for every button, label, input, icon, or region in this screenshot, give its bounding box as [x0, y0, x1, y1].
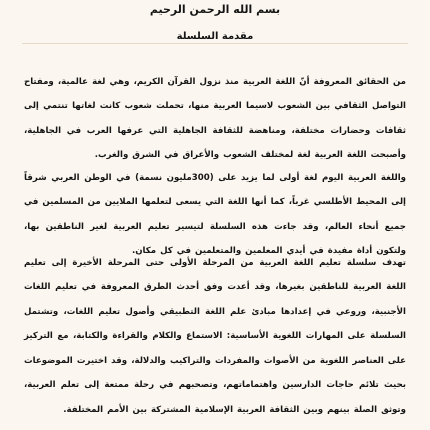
section-heading: مقدمة السلسلة	[176, 31, 254, 42]
paragraph-1: من الحقائق المعروفة أنّ اللغة العربية منذ نزول القرآن الكريم، وهي لغة عالمية، ومفتاح التواصل الثقافي بين الشعوب لاسيما العربية منها، تحملت شعوب كانت لغاتها تنتمي إلى ثقافات وحضارات مختلفة، ومناهضة للثقافة الجاهلية التي عرفها العرب في الجاهلية، وأصبحت اللغة العربية لغة لمختلف الشعوب والأعراق في الشرق والغرب.	[24, 76, 406, 161]
heading-divider	[22, 43, 408, 44]
paragraph-3: تهدف سلسلة تعليم اللغة العربية من المرحلة الأولى حتى المرحلة الأخيرة إلى تعليم اللغة العربية للناطقين بغيرها، وقد أعدت وفق أحدث الطرق المعروفة في تعليم اللغات الأجنبية، وروعي في إعدادها مبادئ علم اللغة التطبيقي وأصول تعليم اللغات، وتشتمل السلسلة على المهارات اللغوية الأساسية: الاستماع والكلام والقراءة والكتابة، مع التركيز على العناصر اللغوية من الأصوات والمفردات والتراكيب والدلالة، وقد اختيرت الموضوعات بحيث تلائم حاجات الدارسين واهتماماتهم، وتصحبهم في رحلة ممتعة إلى تعلم العربية، وتوثق الصلة بينهم وبين الثقافة العربية الإسلامية المشتركة بين الأمم المختلفة.	[24, 257, 406, 415]
heading-container	[0, 24, 430, 43]
basmala-header: بسم الله الرحمن الرحيم	[149, 3, 281, 16]
paragraph-2: واللغة العربية اليوم لغة أولى لما يزيد على (300مليون نسمة) في الوطن العربي شرقاً إلى المحيط الأطلسي غرباً، كما أنها اللغة التي يسعى لتعلمها الملايين من المسلمين في جميع أنحاء العالم، وقد جاءت هذه السلسلة لتيسير تعليم العربية لغير الناطقين بها، ولتكون أداة مفيدة في أيدي المعلمين والمتعلمين في كل مكان.	[24, 172, 406, 257]
